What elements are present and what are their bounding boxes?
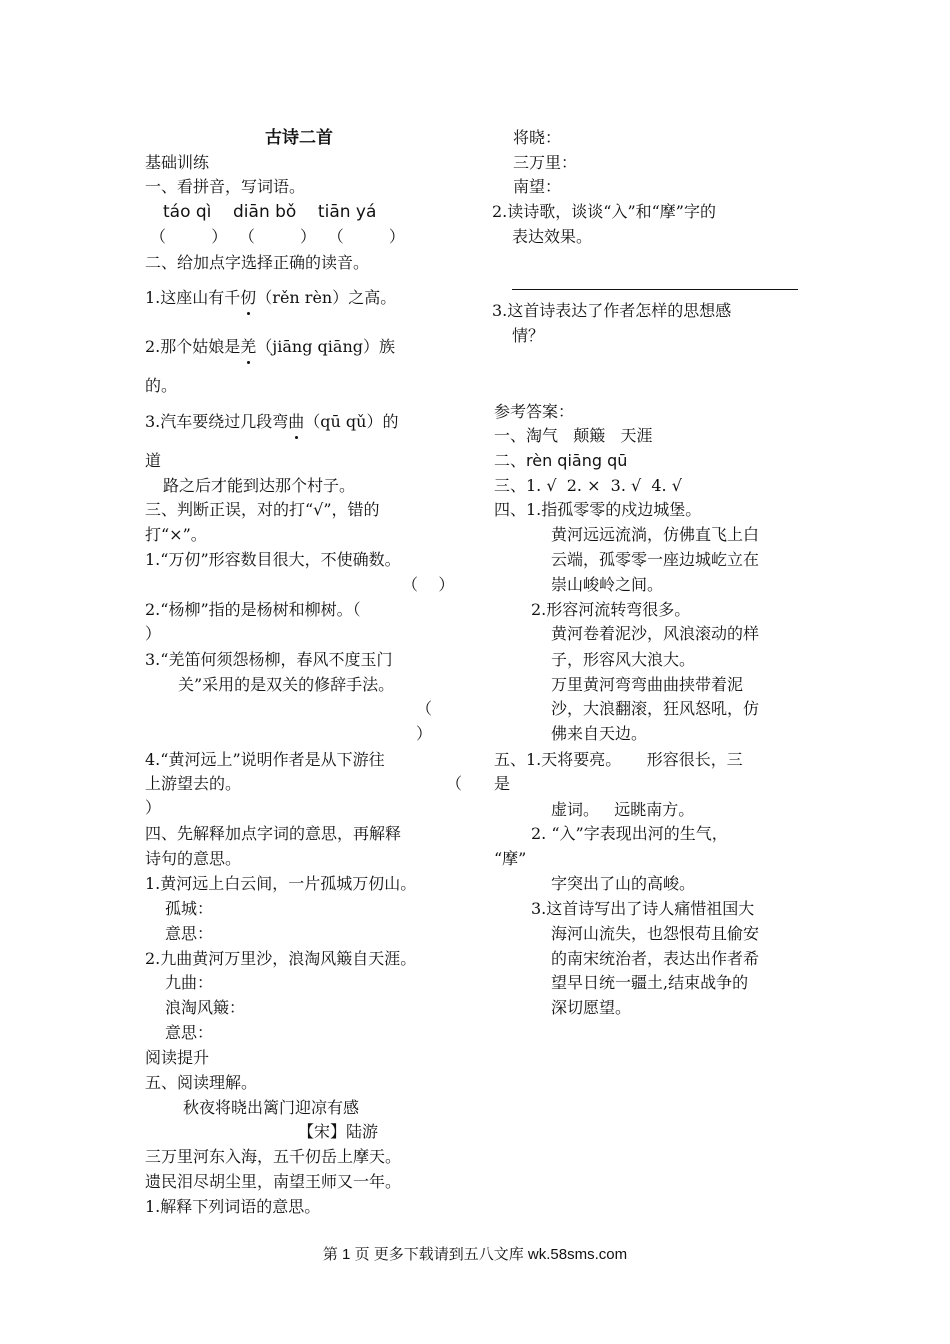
question-heading: 四、先解释加点字词的意思，再解释	[145, 824, 402, 843]
question-text: 1.“万仞”形容数目很大，不使确数。	[145, 550, 401, 569]
answer-line-text: 黄河卷着泥沙，风浪滚动的样	[551, 624, 760, 643]
question-text: 1.这座山有千	[145, 288, 241, 307]
answer-line-text: 2.形容河流转弯很多。	[531, 600, 691, 619]
question-text: 路之后才能到达那个村子。	[163, 476, 356, 495]
answer-line-text: 二、rèn qiāng qū	[494, 451, 628, 470]
answer-line-text: 海河山流失，也怨恨苟且偷安	[551, 924, 760, 943]
answer-line-text: 的南宋统治者，表达出作者希	[551, 949, 760, 968]
question-item	[145, 288, 396, 308]
question-text: 情？	[512, 326, 545, 345]
answer-line-text: 佛来自天边。	[551, 724, 648, 743]
answer-bracket: （	[446, 774, 463, 793]
question-text: 1.解释下列词语的意思。	[145, 1197, 321, 1216]
answer-line-text: 崇山峻岭之间。	[551, 575, 664, 594]
dotted-char: 仞	[240, 288, 257, 307]
question-item	[145, 412, 398, 432]
answer-bracket: （	[416, 699, 433, 718]
question-text: 2.那个姑娘是	[145, 337, 241, 356]
page-footer: 第 1 页 更多下载请到五八文库 wk.58sms.com	[322, 1246, 628, 1263]
answer-line-text: 一、淘气 颠簸 天涯	[494, 426, 653, 445]
question-text: 3.汽车要绕过几段弯	[145, 412, 289, 431]
answer-line-text: 3.这首诗写出了诗人痛惜祖国大	[531, 899, 755, 918]
question-heading: 二、给加点字选择正确的读音。	[145, 253, 370, 272]
answer-line-text: 万里黄河弯弯曲曲挟带着泥	[551, 675, 744, 694]
question-text: 表达效果。	[512, 227, 593, 246]
question-heading: 五、阅读理解。	[145, 1073, 258, 1092]
term-label: 三万里：	[513, 153, 578, 172]
question-heading: 三、判断正误，对的打“√”，错的	[145, 500, 380, 519]
question-text: 浪淘风簸：	[165, 998, 246, 1017]
question-text: （jiāng qiāng）族	[256, 337, 395, 356]
poem-title: 秋夜将晓出篱门迎凉有感	[183, 1098, 360, 1117]
question-text: 3.“羌笛何须怨杨柳，春风不度玉门	[145, 650, 393, 669]
poem-line: 遗民泪尽胡尘里，南望王师又一年。	[145, 1172, 402, 1191]
section-heading-reading: 阅读提升	[145, 1048, 210, 1067]
question-text: 道	[145, 451, 162, 470]
question-text: 上游望去的。	[145, 774, 242, 793]
answers-heading: 参考答案：	[494, 402, 575, 421]
question-heading: 诗句的意思。	[145, 849, 242, 868]
answer-line-text: 是	[494, 774, 511, 793]
answer-line-text: 五、1.天将要亮。 形容很长，三	[494, 750, 743, 769]
question-item	[145, 337, 395, 357]
question-text: 3.这首诗表达了作者怎样的思想感	[492, 301, 732, 320]
poem-line: 三万里河东入海，五千仞岳上摩天。	[145, 1147, 402, 1166]
answer-brackets: （ ） （ ） （ ）	[150, 227, 406, 246]
answer-line-text: 望早日统一疆土,结束战争的	[551, 973, 749, 992]
question-text: 4.“黄河远上”说明作者是从下游往	[145, 750, 385, 769]
answer-bracket: （ ）	[402, 575, 455, 594]
answer-line-text: 字突出了山的高峻。	[551, 874, 696, 893]
question-text: 2.“杨柳”指的是杨树和柳树。（	[145, 600, 361, 619]
question-text: （rěn rèn）之高。	[256, 288, 397, 307]
poem-author: 【宋】陆游	[298, 1122, 379, 1141]
answer-line	[512, 289, 798, 290]
question-heading: 打“×”。	[145, 525, 207, 544]
answer-line-text: 子，形容风大浪大。	[551, 650, 696, 669]
page-title: 古诗二首	[265, 128, 333, 148]
section-heading-basic: 基础训练	[145, 153, 210, 172]
answer-line-text: “摩”	[494, 849, 527, 868]
answer-line-text: 2. “入”字表现出河的生气，	[531, 824, 728, 843]
answer-line-text: 沙，大浪翻滚，狂风怒吼，仿	[551, 699, 760, 718]
term-label: 将晓：	[513, 128, 562, 147]
answer-line-text: 虚词。 远眺南方。	[551, 800, 695, 819]
pinyin-row: táo qì diān bǒ tiān yá	[163, 202, 377, 222]
answer-bracket: ）	[145, 798, 162, 817]
question-text: 1.黄河远上白云间，一片孤城万仞山。	[145, 874, 417, 893]
question-text: 的。	[145, 376, 178, 395]
answer-line-text: 深切愿望。	[551, 998, 632, 1017]
answer-line-text: 四、1.指孤零零的戍边城堡。	[494, 500, 702, 519]
question-text: 关”采用的是双关的修辞手法。	[178, 675, 395, 694]
question-text: （qū qǔ）的	[304, 412, 399, 431]
question-text: 九曲：	[165, 973, 214, 992]
question-heading: 一、看拼音，写词语。	[145, 177, 306, 196]
answer-line-text: 黄河远远流淌，仿佛直飞上白	[551, 525, 760, 544]
answer-line-text: 云端，孤零零一座边城屹立在	[551, 550, 760, 569]
answer-line-text: 三、1. √ 2. × 3. √ 4. √	[494, 476, 682, 495]
dotted-char: 羌	[240, 337, 257, 356]
question-text: 意思：	[165, 924, 214, 943]
question-text: 2.九曲黄河万里沙，浪淘风簸自天涯。	[145, 949, 417, 968]
answer-bracket: ）	[145, 624, 162, 643]
answer-bracket: ）	[416, 724, 433, 743]
question-text: 孤城：	[165, 899, 214, 918]
question-text: 2.读诗歌，谈谈“入”和“摩”字的	[492, 202, 716, 221]
dotted-char: 曲	[288, 412, 305, 431]
question-text: 意思：	[165, 1023, 214, 1042]
term-label: 南望：	[513, 177, 562, 196]
